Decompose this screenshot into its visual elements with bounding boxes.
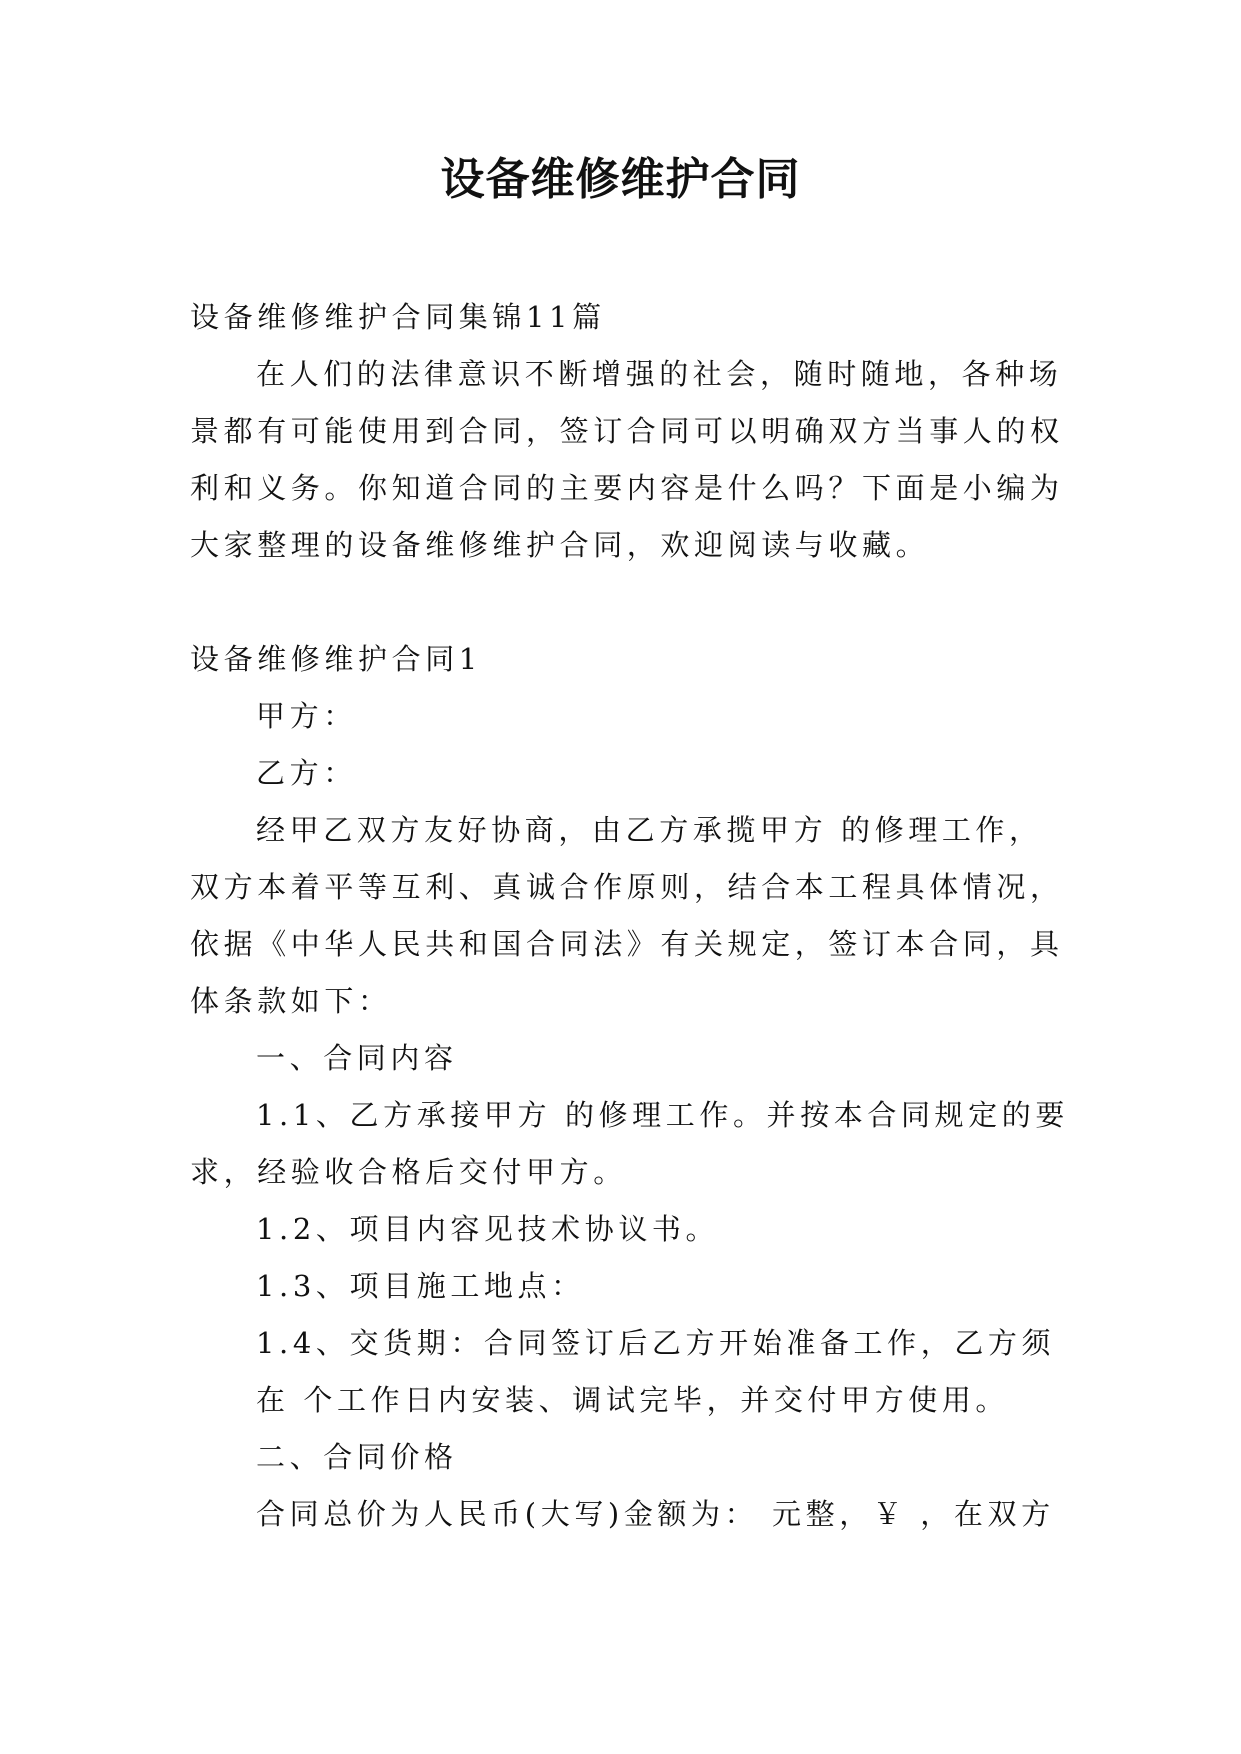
intro-paragraph-line: 景都有可能使用到合同，签订合同可以明确双方当事人的权 [190, 414, 1064, 448]
contract-heading: 设备维修维护合同1 [190, 642, 482, 676]
preamble-line: 双方本着平等互利、真诚合作原则，结合本工程具体情况， [190, 870, 1064, 904]
section-heading: 二、合同价格 [256, 1440, 458, 1474]
party-b-label: 乙方： [256, 756, 357, 790]
intro-paragraph-line: 大家整理的设备维修维护合同，欢迎阅读与收藏。 [190, 528, 930, 562]
section-heading: 一、合同内容 [256, 1041, 458, 1075]
preamble-line: 经甲乙双方友好协商，由乙方承揽甲方 的修理工作， [256, 813, 1043, 847]
clause-line: 1.2、项目内容见技术协议书。 [256, 1212, 720, 1246]
intro-paragraph-line: 利和义务。你知道合同的主要内容是什么吗？下面是小编为 [190, 471, 1064, 505]
intro-paragraph-line: 在人们的法律意识不断增强的社会，随时随地，各种场 [256, 357, 1063, 391]
clause-line: 合同总价为人民币(大写)金额为： 元整，￥ ，在双方 [256, 1497, 1055, 1531]
preamble-line: 依据《中华人民共和国合同法》有关规定，签订本合同，具 [190, 927, 1064, 961]
clause-line: 1.3、项目施工地点： [256, 1269, 585, 1303]
collection-heading: 设备维修维护合同集锦11篇 [190, 300, 606, 334]
preamble-line: 体条款如下： [190, 984, 392, 1018]
clause-line: 在 个工作日内安装、调试完毕，并交付甲方使用。 [256, 1383, 1010, 1417]
clause-line: 求，经验收合格后交付甲方。 [190, 1155, 627, 1189]
document-title: 设备维修维护合同 [440, 154, 801, 205]
clause-line: 1.4、交货期：合同签订后乙方开始准备工作，乙方须 [256, 1326, 1056, 1360]
clause-line: 1.1、乙方承接甲方 的修理工作。并按本合同规定的要 [256, 1098, 1069, 1132]
party-a-label: 甲方： [256, 699, 357, 733]
